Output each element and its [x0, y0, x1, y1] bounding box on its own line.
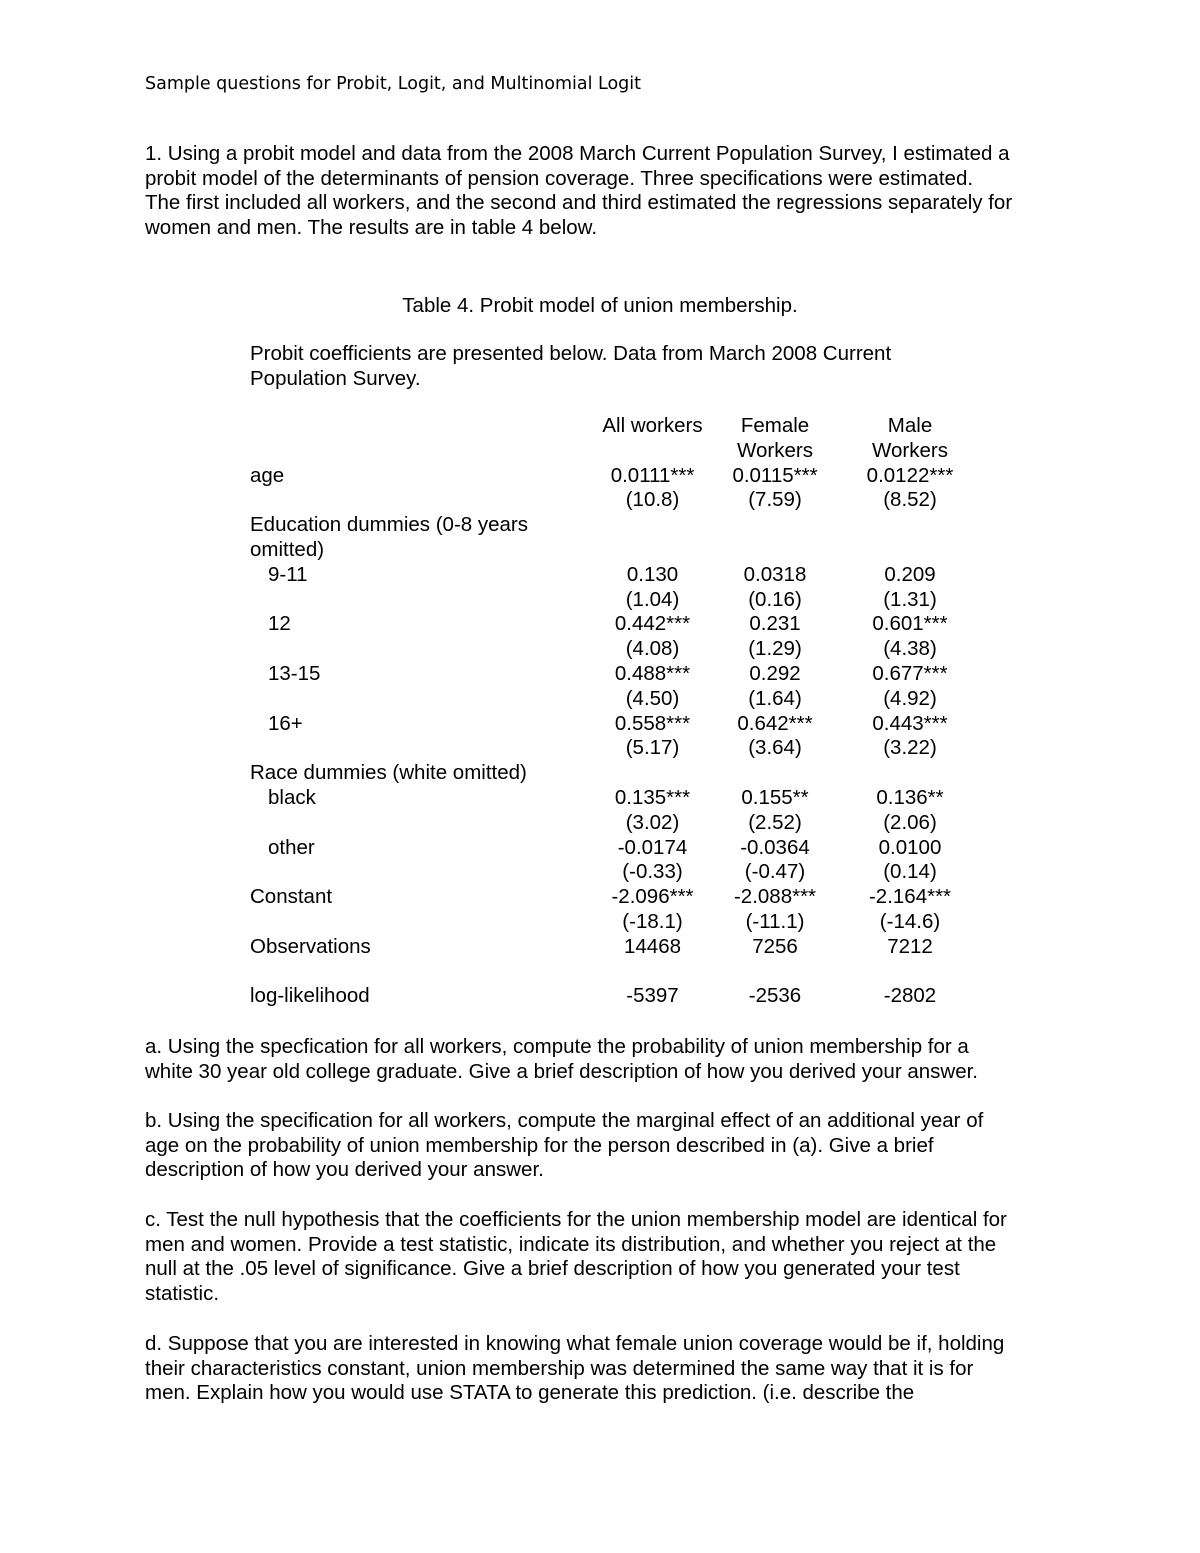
header-all-workers: All workers: [602, 414, 703, 437]
table-row: [250, 687, 995, 712]
tstat-cell: (1.29): [748, 637, 802, 661]
coef-cell: 0.558***: [614, 711, 691, 735]
header-female-line1: Female: [740, 414, 810, 437]
table-row: [250, 836, 995, 861]
row-label: black: [268, 785, 316, 809]
row-label: 16+: [268, 711, 303, 735]
table-row: [250, 464, 995, 489]
row-label: 12: [268, 612, 291, 636]
row-label: log-likelihood: [250, 984, 370, 1008]
text-line: null at the .05 level of significance. Give a brief description of how you generated your test: [145, 1257, 960, 1281]
value-cell: 14468: [623, 934, 681, 958]
tstat-cell: (4.50): [625, 686, 680, 710]
text-line: Probit coefficients are presented below. Data from March 2008 Current: [250, 342, 892, 365]
table-row: [250, 736, 995, 761]
table-row: [250, 885, 995, 910]
tstat-cell: (3.64): [748, 736, 802, 760]
tstat-cell: (4.08): [625, 637, 680, 661]
coef-cell: 0.443***: [872, 711, 948, 735]
coef-cell: 0.292: [749, 661, 801, 685]
tstat-cell: (4.92): [883, 686, 937, 710]
table-row: [250, 811, 995, 836]
tstat-cell: (-14.6): [879, 909, 941, 933]
tstat-cell: (5.17): [625, 736, 680, 760]
table-row: [250, 786, 995, 811]
question-c: [145, 1208, 1085, 1307]
text-line: Population Survey.: [250, 366, 421, 390]
table-caption: Table 4. Probit model of union membership.: [402, 294, 798, 317]
tstat-cell: (-0.47): [744, 860, 806, 884]
value-cell: -5397: [626, 984, 679, 1008]
table-row-spacer: [250, 960, 995, 985]
coef-cell: 0.0111***: [610, 463, 695, 487]
table-row: [250, 538, 995, 563]
coef-cell: -2.088***: [733, 885, 817, 909]
text-line: men and women. Provide a test statistic, indicate its distribution, and whether you reject at the: [145, 1232, 997, 1256]
table-row: [250, 910, 995, 935]
coef-cell: -2.164***: [868, 885, 952, 909]
coef-cell: -2.096***: [611, 885, 694, 909]
text-line: 1. Using a probit model and data from the 2008 March Current Population Survey, I estimated a: [145, 142, 1010, 165]
table-row: [250, 935, 995, 960]
table-row: [250, 563, 995, 588]
tstat-cell: (0.16): [748, 587, 802, 611]
question-a: [145, 1035, 1085, 1084]
row-label: Observations: [250, 934, 371, 958]
table-row: [250, 712, 995, 737]
table-row: [250, 637, 995, 662]
tstat-cell: (-0.33): [622, 860, 683, 884]
question-b: [145, 1109, 1085, 1183]
coef-cell: 0.601***: [872, 612, 948, 636]
question-1-intro: [145, 142, 1085, 241]
table-row: [250, 860, 995, 885]
tstat-cell: (4.38): [883, 637, 937, 661]
text-line: white 30 year old college graduate. Give a brief description of how you derived your answer.: [145, 1059, 979, 1083]
table-header-row: [250, 414, 995, 439]
coef-cell: 0.155**: [741, 785, 809, 809]
coef-cell: 0.0115***: [732, 463, 818, 487]
coef-cell: 0.0318: [743, 562, 807, 586]
row-label: Constant: [250, 885, 333, 909]
tstat-cell: (1.04): [625, 587, 680, 611]
table-header-row: [250, 439, 995, 464]
text-line: statistic.: [145, 1282, 220, 1306]
table-row: [250, 513, 995, 538]
coef-cell: 0.135***: [614, 785, 691, 809]
value-cell: 7212: [887, 934, 933, 958]
text-line: b. Using the specification for all workers, compute the marginal effect of an additional year of: [145, 1109, 984, 1132]
tstat-cell: (1.64): [748, 686, 802, 710]
value-cell: 7256: [752, 934, 798, 958]
coef-cell: 0.0100: [878, 835, 942, 859]
table-row: [250, 488, 995, 513]
coef-cell: 0.231: [749, 612, 801, 636]
value-cell: -2536: [748, 984, 802, 1008]
coef-cell: 0.677***: [872, 661, 948, 685]
text-line: The first included all workers, and the second and third estimated the regressions separately for: [145, 191, 1013, 215]
text-line: description of how you derived your answer.: [145, 1158, 544, 1182]
tstat-cell: (-11.1): [745, 909, 805, 933]
text-line: men. Explain how you would use STATA to generate this prediction. (i.e. describe the: [145, 1381, 915, 1405]
tstat-cell: (10.8): [625, 488, 680, 512]
coef-cell: 0.442***: [614, 612, 691, 636]
text-line: d. Suppose that you are interested in knowing what female union coverage would be if, holding: [145, 1332, 1005, 1355]
row-label: 9-11: [268, 562, 308, 586]
section-label: Education dummies (0-8 years: [250, 513, 529, 537]
tstat-cell: (0.14): [883, 860, 937, 884]
text-line: women and men. The results are in table 4 below.: [145, 216, 598, 240]
tstat-cell: (2.52): [748, 810, 802, 834]
coef-cell: 0.0122***: [866, 463, 954, 487]
table-row: [250, 588, 995, 613]
table-row: [250, 984, 995, 1009]
row-label: 13-15: [268, 661, 321, 685]
text-line: c. Test the null hypothesis that the coefficients for the union membership model are identical for: [145, 1208, 1007, 1231]
coef-cell: 0.209: [884, 562, 936, 586]
text-line: age on the probability of union membership for the person described in (a). Give a brief: [145, 1133, 934, 1157]
coef-cell: 0.136**: [876, 785, 944, 809]
tstat-cell: (3.02): [625, 810, 680, 834]
document-header: Sample questions for Probit, Logit, and Multinomial Logit: [145, 74, 642, 94]
coef-cell: -0.0364: [740, 835, 810, 859]
tstat-cell: (7.59): [748, 488, 802, 512]
tstat-cell: (8.52): [883, 488, 937, 512]
header-male-line1: Male: [887, 414, 933, 437]
value-cell: -2802: [883, 984, 937, 1008]
text-line: their characteristics constant, union membership was determined the same way that it is for: [145, 1356, 974, 1380]
header-female-line2: Workers: [737, 438, 813, 462]
table-row: [250, 612, 995, 637]
tstat-cell: (3.22): [883, 736, 937, 760]
row-label: other: [268, 835, 315, 859]
tstat-cell: (1.31): [883, 587, 937, 611]
row-label: age: [250, 463, 285, 487]
question-d: [145, 1332, 1085, 1406]
text-line: a. Using the specfication for all workers, compute the probability of union membership for a: [145, 1035, 969, 1058]
tstat-cell: (2.06): [883, 810, 937, 834]
coef-cell: 0.642***: [737, 711, 813, 735]
section-label: Race dummies (white omitted): [250, 761, 527, 785]
coef-cell: -0.0174: [617, 835, 688, 859]
coef-cell: 0.488***: [614, 661, 691, 685]
section-label: omitted): [250, 537, 325, 561]
text-line: probit model of the determinants of pension coverage. Three specifications were estimated.: [145, 166, 974, 190]
table-note: [250, 342, 891, 391]
table-row: [250, 761, 995, 786]
header-male-line2: Workers: [872, 438, 948, 462]
results-table: [250, 414, 995, 1009]
table-row: [250, 662, 995, 687]
tstat-cell: (-18.1): [622, 909, 683, 933]
coef-cell: 0.130: [626, 562, 679, 586]
